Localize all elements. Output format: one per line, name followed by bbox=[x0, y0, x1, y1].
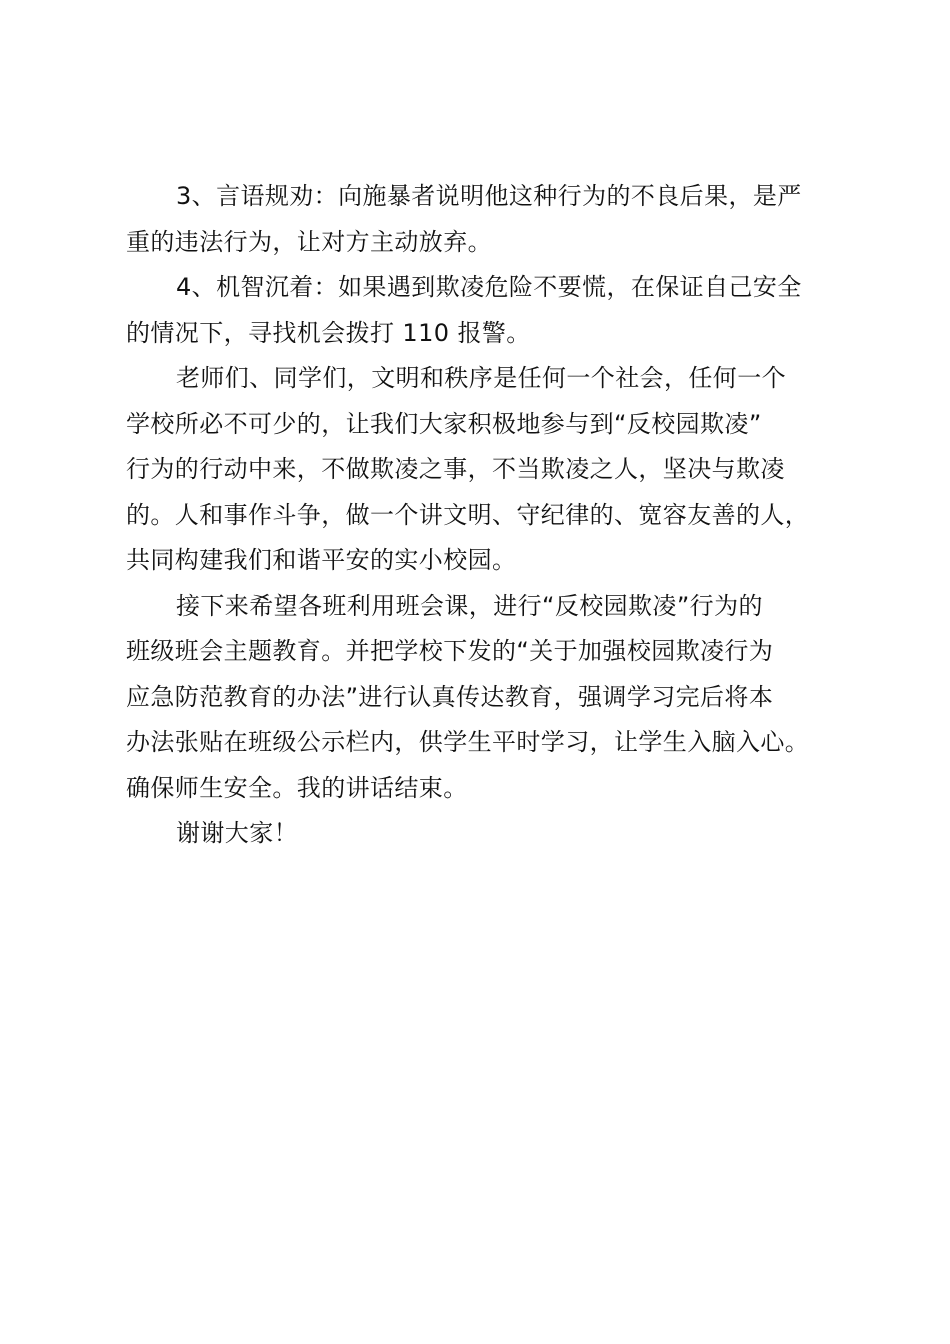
text-line: 谢谢大家！ bbox=[176, 819, 298, 847]
text-line: 办法张贴在班级公示栏内，供学生平时学习，让学生入脑入心。 bbox=[126, 728, 810, 756]
text-line: 3、言语规劝：向施暴者说明他这种行为的不良后果，是严 bbox=[176, 182, 802, 210]
text-line: 确保师生安全。我的讲话结束。 bbox=[126, 773, 468, 802]
document-body bbox=[126, 174, 856, 857]
text-line: 4、机智沉着：如果遇到欺凌危险不要慌，在保证自己安全 bbox=[176, 273, 802, 301]
text-line: 应急防范教育的办法”进行认真传达教育，强调学习完后将本 bbox=[126, 682, 774, 711]
text-line: 接下来希望各班利用班会课，进行“反校园欺凌”行为的 bbox=[176, 591, 763, 620]
text-line: 班级班会主题教育。并把学校下发的“关于加强校园欺凌行为 bbox=[126, 637, 774, 665]
text-line: 的情况下，寻找机会拨打 110 报警。 bbox=[126, 318, 531, 347]
text-line: 的。人和事作斗争，做一个讲文明、守纪律的、宽容友善的人， bbox=[126, 500, 810, 529]
text-line: 重的违法行为，让对方主动放弃。 bbox=[126, 227, 492, 256]
text-line: 学校所必不可少的，让我们大家积极地参与到“反校园欺凌” bbox=[126, 409, 762, 438]
text-line: 共同构建我们和谐平安的实小校园。 bbox=[126, 546, 517, 574]
text-line: 老师们、同学们，文明和秩序是任何一个社会，任何一个 bbox=[176, 364, 786, 392]
text-line: 行为的行动中来，不做欺凌之事，不当欺凌之人，坚决与欺凌 bbox=[126, 455, 785, 483]
